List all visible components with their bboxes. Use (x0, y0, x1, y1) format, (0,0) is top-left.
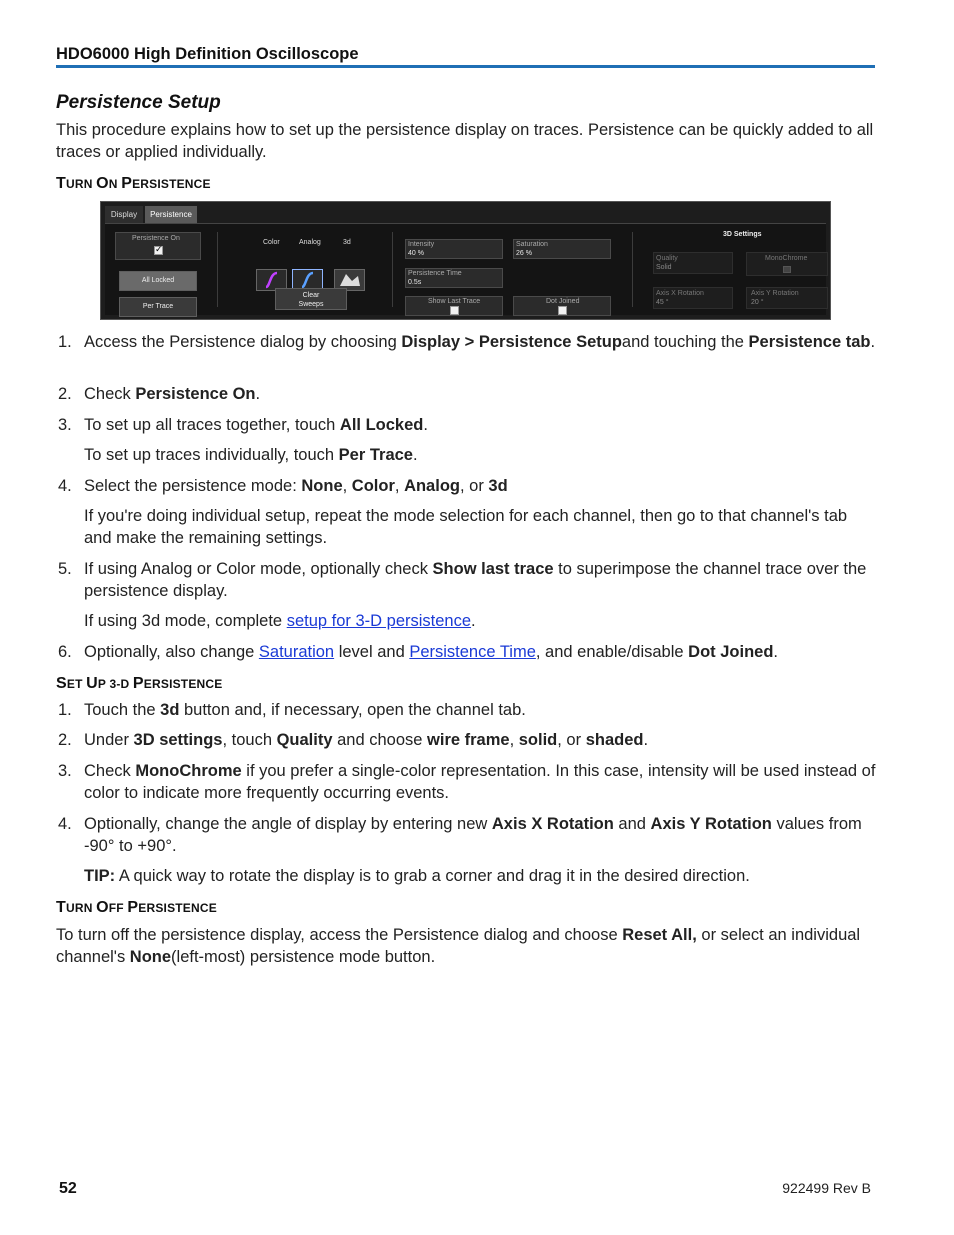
axis-x-rotation-field[interactable] (653, 287, 733, 309)
step-subtext: If you're doing individual setup, repeat the mode selection for each channel, then go to that channel's tab and make the remaining settings. (84, 507, 848, 547)
step-number: 4. (58, 477, 72, 495)
text: A quick way to rotate the display is to grab a corner and drag it in the desired direction. (115, 867, 750, 885)
bold-text: Reset All, (622, 926, 697, 944)
all-locked-button[interactable]: All Locked (119, 271, 197, 291)
mode-label-analog: Analog (299, 239, 321, 246)
link-saturation[interactable]: Saturation (258, 643, 335, 661)
text: Optionally, also change (84, 643, 259, 661)
heading-part: ET (66, 677, 87, 691)
step-text (84, 558, 876, 602)
step-number: 3. (58, 416, 72, 434)
show-last-trace-box[interactable] (405, 296, 503, 316)
bold-text: solid (518, 731, 558, 749)
divider (632, 232, 633, 307)
page-number: 52 (59, 1180, 77, 1197)
mode-label-3d: 3d (343, 239, 351, 246)
text: To turn off the persistence display, access the Persistence dialog and choose (56, 926, 623, 944)
3d-settings-label: 3D Settings (723, 231, 762, 238)
text: To set up all traces together, touch (84, 416, 340, 434)
heading-part: T (56, 175, 66, 192)
step-number: 3. (58, 762, 72, 780)
bold-text: Persistence tab (748, 333, 871, 351)
text: or select an individual channel's (56, 926, 861, 966)
dialog-body (105, 223, 826, 315)
step-text: Under 3D settings, touch Quality and choose wire frame, solid, or shaded. (84, 731, 649, 749)
persistence-time-field[interactable] (405, 268, 503, 288)
text: values from -90° to +90°. (84, 815, 862, 855)
saturation-field[interactable] (513, 239, 611, 259)
step-number: 6. (58, 643, 72, 661)
saturation-value: 26 % (516, 250, 532, 257)
text: Select the persistence mode: (84, 477, 302, 495)
axis-x-rotation-value: 45 ° (656, 299, 669, 306)
text: if you prefer a single-color representation. In this case, intensity will be used instead of color to indicate more frequently occurring events. (84, 762, 876, 802)
bold-text: Analog (404, 477, 460, 495)
text: level and (334, 643, 410, 661)
heading-part: ERSISTENCE (132, 177, 211, 191)
text: Optionally, change the angle of display by entering new (84, 815, 492, 833)
quality-label: Quality (656, 255, 678, 262)
bold-text: None (129, 948, 172, 966)
bold-text: shaded (585, 731, 644, 749)
persistence-dialog-screenshot (100, 201, 831, 320)
heading-part: P (121, 175, 133, 192)
heading-part: S (56, 675, 67, 692)
text: If using Analog or Color mode, optionally check (84, 560, 433, 578)
step-subtext: If using 3d mode, complete setup for 3-D persistence. (84, 612, 476, 630)
bold-text: Dot Joined (688, 643, 774, 661)
step-number: 2. (58, 385, 72, 403)
text: To set up traces individually, touch (84, 446, 339, 464)
dot-joined-checkbox[interactable] (558, 306, 567, 315)
step-number: 1. (58, 701, 72, 719)
clear-sweeps-button[interactable] (275, 288, 347, 310)
bold-text: 3D settings (133, 731, 223, 749)
axis-y-rotation-value: 20 ° (751, 299, 764, 306)
bold-text: Axis X Rotation (491, 815, 614, 833)
step-text (84, 699, 876, 721)
step-text: Access the Persistence dialog by choosing Display > Persistence Setupand touching the Persistence tab. (84, 333, 876, 351)
text: and (613, 815, 651, 833)
persistence-on-box[interactable] (115, 232, 201, 260)
monochrome-box[interactable] (746, 252, 828, 276)
persistence-on-label: Persistence On (132, 235, 180, 242)
show-last-trace-label: Show Last Trace (428, 298, 481, 305)
saturation-label: Saturation (516, 241, 548, 248)
heading-part: URN (65, 901, 97, 915)
text: Touch the (84, 701, 161, 719)
running-header: HDO6000 High Definition Oscilloscope (56, 45, 359, 63)
mode-label-color: Color (263, 239, 280, 246)
dot-joined-label: Dot Joined (546, 298, 580, 305)
bold-text: Color (351, 477, 395, 495)
axis-y-rotation-label: Axis Y Rotation (751, 290, 799, 297)
heading-part: T (56, 899, 66, 916)
step-number: 1. (58, 333, 72, 351)
step-text (84, 813, 876, 857)
dot-joined-box[interactable] (513, 296, 611, 316)
text: (left-most) persistence mode button. (171, 948, 436, 966)
persistence-time-label: Persistence Time (408, 270, 462, 277)
bold-text: Show last trace (432, 560, 554, 578)
heading-part: P 3-D (97, 677, 133, 691)
text: and choose (332, 731, 428, 749)
divider (217, 232, 218, 307)
step-subtext: To set up traces individually, touch Per Trace. (84, 446, 418, 464)
bold-text: All Locked (339, 416, 424, 434)
text: Under (84, 731, 134, 749)
heading-set-up-3d-persistence (56, 675, 222, 693)
text: , and enable/disable (535, 643, 689, 661)
quality-field[interactable] (653, 252, 733, 274)
monochrome-label: MonoChrome (765, 255, 808, 262)
intro-paragraph: This procedure explains how to set up the persistence display on traces. Persistence can be quickly added to all traces or applied individually. (56, 121, 874, 161)
bold-text: wire frame (427, 731, 510, 749)
heading-turn-off-persistence (56, 899, 217, 917)
bold-text: 3d (160, 701, 180, 719)
step-number: 5. (58, 560, 72, 578)
heading-part: P (127, 899, 139, 916)
quality-value: Solid (656, 264, 672, 271)
bold-text: None (301, 477, 343, 495)
3d-mode-icon (335, 270, 364, 290)
persistence-on-checkbox[interactable] (154, 246, 163, 255)
section-title: Persistence Setup (56, 92, 221, 113)
step-text: To set up all traces together, touch All Locked. (84, 416, 428, 434)
text: , or (459, 477, 489, 495)
sweeps-label: Sweeps (298, 301, 324, 308)
heading-part: U (86, 675, 98, 692)
text: , touch (222, 731, 277, 749)
text: If using 3d mode, complete (84, 612, 287, 630)
link-setup-3d-persistence[interactable]: setup for 3-D persistence (286, 612, 472, 630)
intensity-field[interactable] (405, 239, 503, 259)
text: button and, if necessary, open the channel tab. (179, 701, 526, 719)
text: Access the Persistence dialog by choosing (84, 333, 402, 351)
bold-text: 3d (488, 477, 508, 495)
intensity-value: 40 % (408, 250, 424, 257)
text: Check (84, 385, 136, 403)
heading-part: ERSISTENCE (143, 677, 223, 691)
step-text (84, 760, 876, 804)
axis-y-rotation-field[interactable] (746, 287, 828, 309)
step-text: Check Persistence On. (84, 385, 261, 403)
bold-text: Display > Persistence Setup (401, 333, 622, 351)
bold-text: Per Trace (338, 446, 413, 464)
bold-text: TIP: (84, 867, 116, 885)
bold-text: Quality (276, 731, 333, 749)
turn-off-paragraph (56, 924, 876, 968)
step-number: 4. (58, 815, 72, 833)
document-revision: 922499 Rev B (782, 1180, 871, 1196)
heading-part: O (96, 175, 109, 192)
bold-text: Persistence On (135, 385, 256, 403)
divider (392, 232, 393, 307)
heading-turn-on-persistence (56, 175, 211, 193)
show-last-trace-checkbox[interactable] (450, 306, 459, 315)
header-rule (56, 65, 875, 68)
tip-text (84, 865, 876, 887)
text: and touching the (621, 333, 749, 351)
tab-persistence[interactable]: Persistence (145, 206, 197, 223)
step-text: Optionally, also change Saturation level and Persistence Time, and enable/disable Dot Joined. (84, 643, 779, 661)
monochrome-checkbox[interactable] (783, 266, 791, 273)
heading-part: ERSISTENCE (138, 901, 217, 915)
heading-part: O (96, 899, 109, 916)
heading-part: N (108, 177, 122, 191)
text: Check (84, 762, 136, 780)
clear-label: Clear (302, 292, 320, 299)
per-trace-button[interactable]: Per Trace (119, 297, 197, 317)
analog-mode-icon (293, 270, 322, 290)
text: to superimpose the channel trace over the persistence display. (84, 560, 867, 600)
step-number: 2. (58, 731, 72, 749)
link-persistence-time[interactable]: Persistence Time (409, 643, 536, 661)
persistence-time-value: 0.5s (408, 279, 422, 286)
intensity-label: Intensity (408, 241, 435, 248)
color-mode-icon (257, 270, 286, 290)
bold-text: MonoChrome (135, 762, 242, 780)
heading-part: URN (65, 177, 97, 191)
tab-display[interactable]: Display (105, 206, 143, 223)
axis-x-rotation-label: Axis X Rotation (656, 290, 704, 297)
heading-part: P (132, 675, 144, 692)
bold-text: Axis Y Rotation (650, 815, 772, 833)
step-text: Select the persistence mode: None, Color, Analog, or 3d (84, 477, 508, 495)
heading-part: FF (108, 901, 128, 915)
